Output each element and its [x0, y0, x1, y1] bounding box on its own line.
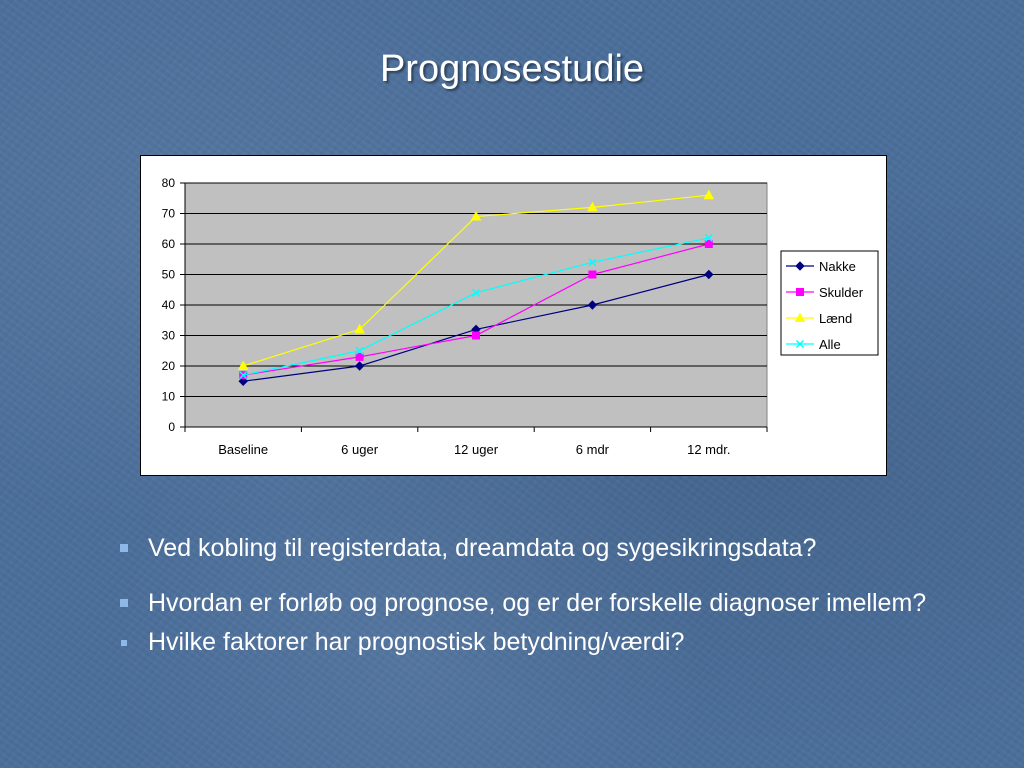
y-tick-label: 30	[161, 328, 175, 343]
x-tick-label: Baseline	[218, 442, 269, 457]
bullet-marker-icon	[121, 640, 127, 646]
data-point-skulder	[589, 271, 596, 278]
data-point-skulder	[473, 332, 480, 339]
bullet-item	[118, 587, 938, 619]
legend-marker	[797, 289, 804, 296]
bullet-text: Hvilke faktorer har prognostisk betydning/værdi?	[148, 628, 685, 656]
bullet-marker-icon	[120, 544, 128, 552]
bullet-item	[118, 532, 938, 564]
chart-container	[140, 155, 887, 476]
y-tick-label: 70	[161, 206, 175, 221]
data-point-skulder	[705, 241, 712, 248]
y-tick-label: 60	[161, 237, 175, 251]
legend-label: Nakke	[819, 259, 856, 274]
y-tick-label: 10	[161, 389, 175, 404]
bullet-list	[118, 532, 938, 681]
y-tick-label: 80	[161, 176, 175, 190]
bullet-text: Ved kobling til registerdata, dreamdata og sygesikringsdata?	[148, 534, 817, 562]
legend-label: Lænd	[819, 311, 853, 326]
bullet-item	[118, 626, 938, 658]
line-chart	[141, 156, 886, 475]
y-tick-label: 50	[161, 267, 175, 282]
x-tick-label: 6 mdr	[575, 442, 610, 457]
legend-label: Skulder	[819, 285, 864, 300]
bullet-text: Hvordan er forløb og prognose, og er der forskelle diagnoser imellem?	[148, 589, 927, 617]
x-tick-label: 12 mdr.	[687, 442, 731, 457]
y-tick-label: 20	[161, 359, 175, 373]
slide-title: Prognosestudie	[379, 48, 645, 90]
y-tick-label: 0	[168, 420, 175, 434]
data-point-skulder	[356, 353, 363, 360]
x-tick-label: 12 uger	[453, 442, 499, 457]
y-tick-label: 40	[161, 298, 175, 312]
x-tick-label: 6 uger	[341, 442, 379, 457]
legend-label: Alle	[819, 337, 841, 352]
bullet-marker-icon	[120, 599, 128, 607]
